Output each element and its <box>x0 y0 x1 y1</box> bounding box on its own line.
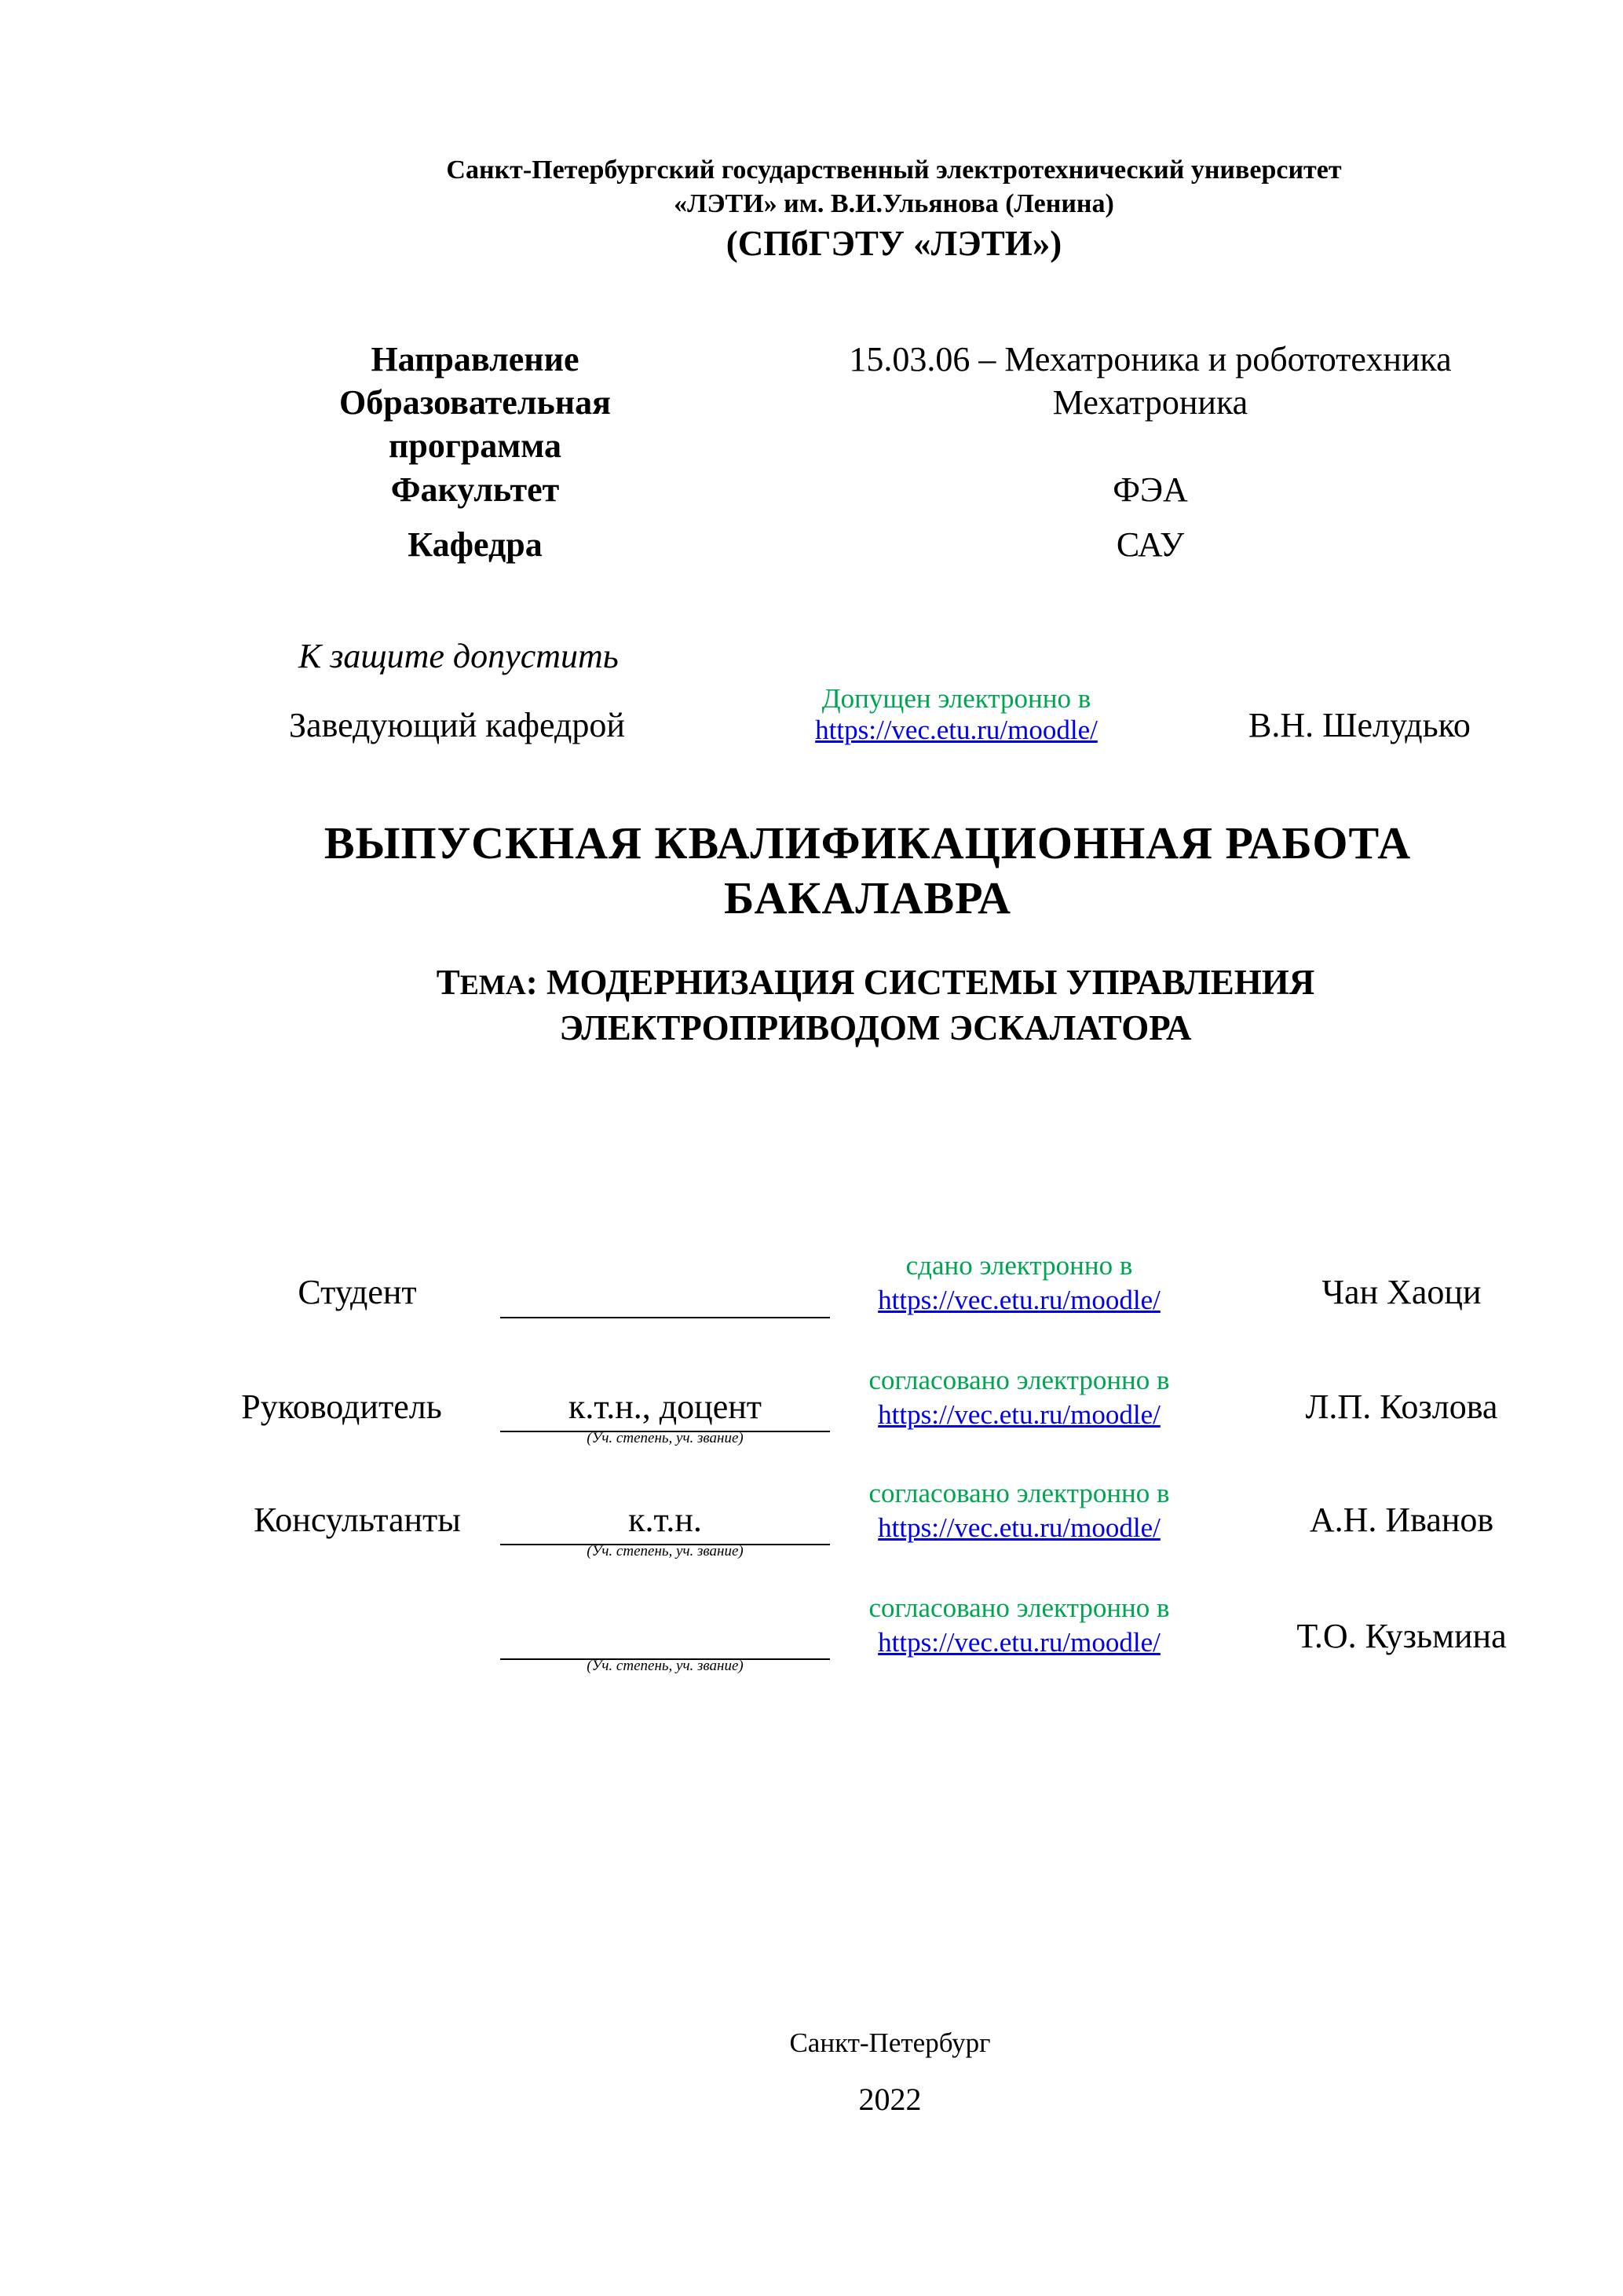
consultant-name: А.Н. Иванов <box>1309 1501 1494 1539</box>
consultant2-moodle-link[interactable]: https://vec.etu.ru/moodle/ <box>878 1627 1161 1658</box>
supervisor-moodle-link[interactable]: https://vec.etu.ru/moodle/ <box>878 1399 1161 1430</box>
university-abbr: (СПбГЭТУ «ЛЭТИ») <box>726 224 1062 263</box>
direction-value: 15.03.06 – Мехатроника и робототехника <box>849 340 1452 378</box>
footer-year: 2022 <box>858 2082 922 2117</box>
consultants-role: Консультанты <box>254 1501 461 1539</box>
program-label-line1: Образовательная <box>339 383 611 422</box>
admission-status: Допущен электронно в <box>821 683 1091 714</box>
faculty-value: ФЭА <box>1113 470 1188 509</box>
student-signature-line <box>500 1317 830 1318</box>
university-name-line2: «ЛЭТИ» им. В.И.Ульянова (Ленина) <box>674 189 1114 218</box>
student-name: Чан Хаоци <box>1321 1273 1482 1311</box>
student-moodle-link[interactable]: https://vec.etu.ru/moodle/ <box>878 1285 1161 1315</box>
student-role: Студент <box>298 1273 417 1311</box>
department-label: Кафедра <box>408 525 543 564</box>
program-label-line2: программа <box>389 426 561 465</box>
admission-role: Заведующий кафедрой <box>289 706 625 744</box>
topic-prefix: ТЕМА: <box>436 963 538 1002</box>
supervisor-degree: к.т.н., доцент <box>568 1387 762 1426</box>
program-value: Мехатроника <box>1052 383 1248 422</box>
supervisor-role: Руководитель <box>241 1387 442 1426</box>
direction-label: Направление <box>371 340 579 378</box>
topic-line2: ЭЛЕКТРОПРИВОДОМ ЭСКАЛАТОРА <box>559 1008 1192 1047</box>
admission-name: В.Н. Шелудько <box>1248 706 1471 744</box>
work-title-line2: БАКАЛАВРА <box>723 872 1012 923</box>
admission-moodle-link[interactable]: https://vec.etu.ru/moodle/ <box>815 715 1098 745</box>
consultant-degree: к.т.н. <box>628 1501 702 1539</box>
topic-line1: ТЕМА: МОДЕРНИЗАЦИЯ СИСТЕМЫ УПРАВЛЕНИЯ <box>436 963 1315 1002</box>
consultant2-name: Т.О. Кузьмина <box>1296 1617 1507 1655</box>
work-title-line1: ВЫПУСКНАЯ КВАЛИФИКАЦИОННАЯ РАБОТА <box>324 817 1412 868</box>
student-status: сдано электронно в <box>905 1250 1133 1281</box>
admission-heading: К защите допустить <box>298 637 619 675</box>
faculty-label: Факультет <box>390 470 560 509</box>
supervisor-status: согласовано электронно в <box>868 1365 1170 1395</box>
consultant-moodle-link[interactable]: https://vec.etu.ru/moodle/ <box>878 1512 1161 1543</box>
department-value: САУ <box>1116 525 1185 564</box>
university-name: Санкт-Петербургский государственный электротехнический университет <box>446 155 1342 185</box>
consultant2-status: согласовано электронно в <box>868 1592 1170 1623</box>
supervisor-name: Л.П. Козлова <box>1305 1387 1498 1426</box>
footer-city: Санкт-Петербург <box>789 2027 991 2058</box>
consultant-degree-caption: (Уч. степень, уч. звание) <box>587 1543 744 1559</box>
supervisor-degree-caption: (Уч. степень, уч. звание) <box>587 1430 744 1446</box>
consultant-status: согласовано электронно в <box>868 1478 1170 1508</box>
consultant2-degree-caption: (Уч. степень, уч. звание) <box>587 1658 744 1674</box>
